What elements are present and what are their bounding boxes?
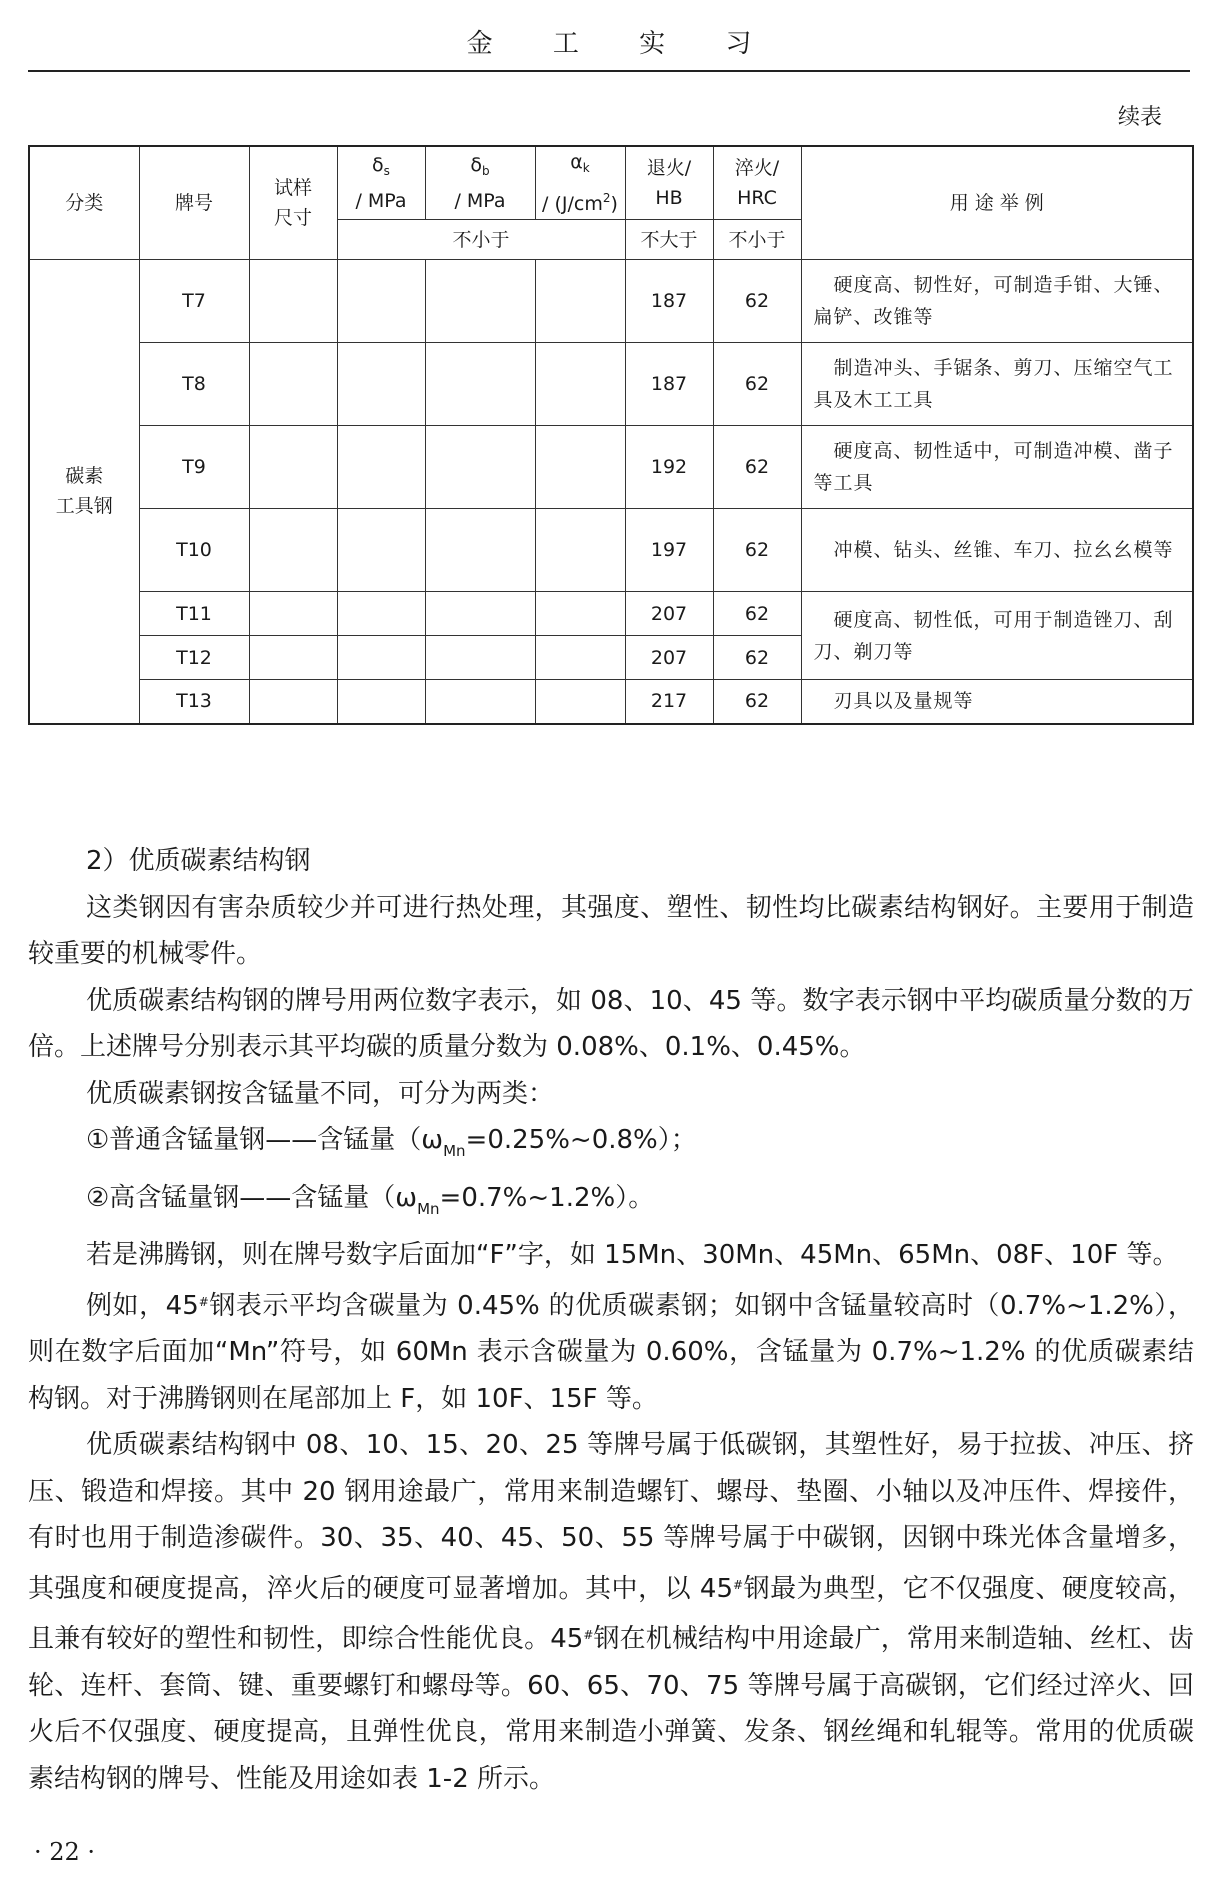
table-continued-label: 续表 xyxy=(1117,105,1162,130)
empty-cell xyxy=(425,260,535,343)
empty-cell xyxy=(425,509,535,592)
list-item-text: ②高含锰量钢——含锰量（ω xyxy=(86,1182,418,1213)
usage-cell: 制造冲头、手锯条、剪刀、压缩空气工具及木工工具 xyxy=(801,343,1193,426)
delta-b-unit: / MPa xyxy=(454,190,506,212)
header-alpha-k xyxy=(535,146,625,220)
hrc-cell: 62 xyxy=(713,509,801,592)
empty-cell xyxy=(337,680,425,724)
empty-cell xyxy=(425,592,535,636)
empty-cell xyxy=(337,509,425,592)
hash-superscript: # xyxy=(733,1577,744,1592)
alpha-k-subscript: k xyxy=(582,161,590,175)
running-header xyxy=(28,18,1190,72)
alpha-k-superscript: 2 xyxy=(602,191,611,205)
paragraph-text: 例如，45 xyxy=(86,1290,199,1321)
list-item-text: =0.7%~1.2%）。 xyxy=(439,1182,655,1213)
paragraph-text: 钢最为典型，它不仅强度、硬度较高，且兼有较好的塑性和韧性，即综合性能优良。45 xyxy=(28,1573,1194,1654)
usage-cell: 硬度高、韧性适中，可制造冲模、凿子等工具 xyxy=(801,426,1193,509)
header-quench-hrc: 淬火/ HRC xyxy=(713,146,801,220)
hash-superscript: # xyxy=(583,1628,594,1642)
hb-cell: 192 xyxy=(625,426,713,509)
header-grade: 牌号 xyxy=(139,146,249,260)
list-item-text: ①普通含锰量钢——含锰量（ω xyxy=(86,1125,444,1155)
empty-cell xyxy=(425,426,535,509)
alpha-k-close: ) xyxy=(610,193,618,215)
body-text xyxy=(28,838,1194,1802)
empty-cell xyxy=(249,426,337,509)
paragraph-text: 优质碳素结构钢中 08、10、15、20、25 等牌号属于低碳钢，其塑性好，易于拉拔、冲压、挤压、锻造和焊接。其中 20 钢用途最广，常用来制造螺钉、螺母、垫圈、小轴以及冲压件、焊接件，有时也用于制造渗碳件。30、35、40、45、50、55 等牌号属于中碳钢，因钢中珠光体含量增多，其强度和硬度提高，淬火后的硬度可显著增加。其中，以 45 xyxy=(28,1430,1194,1604)
paragraph: 优质碳素钢按含锰量不同，可分为两类： xyxy=(86,1078,555,1109)
empty-cell xyxy=(425,680,535,724)
header-usage: 用 途 举 例 xyxy=(801,146,1193,260)
empty-cell xyxy=(535,509,625,592)
mn-subscript: Mn xyxy=(417,1199,440,1218)
hb-cell: 187 xyxy=(625,260,713,343)
hrc-cell: 62 xyxy=(713,343,801,426)
hrc-cell: 62 xyxy=(713,680,801,724)
table-row xyxy=(29,680,1193,724)
paragraph-text: 钢在机械结构中用途最广，常用来制造轴、丝杠、齿轮、连杆、套筒、键、重要螺钉和螺母等。60、65、70、75 等牌号属于高碳钢，它们经过淬火、回火后不仅强度、硬度提高，且弹性优良，常用来制造小弹簧、发条、钢丝绳和轧辊等。常用的优质碳素结构钢的牌号、性能及用途如表 1-2 所示。 xyxy=(28,1624,1194,1794)
list-item xyxy=(28,1117,1194,1175)
delta-s-subscript: s xyxy=(383,164,390,178)
usage-cell: 刃具以及量规等 xyxy=(801,680,1193,724)
alpha-k-symbol: α xyxy=(570,151,583,173)
empty-cell xyxy=(249,636,337,680)
grade-cell: T11 xyxy=(139,592,249,636)
running-header-title: 金 工 实 习 xyxy=(466,29,778,59)
paragraph: 这类钢因有害杂质较少并可进行热处理，其强度、塑性、韧性均比碳素结构钢好。主要用于制造较重要的机械零件。 xyxy=(28,892,1194,969)
table-row xyxy=(29,343,1193,426)
empty-cell xyxy=(425,636,535,680)
hash-superscript: # xyxy=(198,1294,209,1309)
section-heading: 2）优质碳素结构钢 xyxy=(86,846,311,876)
empty-cell xyxy=(425,343,535,426)
hb-cell: 207 xyxy=(625,592,713,636)
empty-cell xyxy=(535,592,625,636)
hrc-cell: 62 xyxy=(713,426,801,509)
grade-cell: T8 xyxy=(139,343,249,426)
delta-b-subscript: b xyxy=(482,164,490,178)
table-row xyxy=(29,426,1193,509)
grade-cell: T7 xyxy=(139,260,249,343)
header-not-more-than: 不大于 xyxy=(625,220,713,260)
hrc-cell: 62 xyxy=(713,592,801,636)
delta-s-symbol: δ xyxy=(372,154,384,176)
alpha-k-unit: / (J/cm xyxy=(542,193,603,215)
empty-cell xyxy=(535,636,625,680)
hrc-cell: 62 xyxy=(713,260,801,343)
header-delta-s xyxy=(337,146,425,220)
page-number: · 22 · xyxy=(34,1838,96,1866)
header-sample-size: 试样 尺寸 xyxy=(249,146,337,260)
paragraph: 若是沸腾钢，则在牌号数字后面加“F”字，如 15Mn、30Mn、45Mn、65Mn、08F、10F 等。 xyxy=(86,1240,1179,1270)
header-anneal-hb: 退火/ HB xyxy=(625,146,713,220)
header-delta-b xyxy=(425,146,535,220)
hb-cell: 197 xyxy=(625,509,713,592)
empty-cell xyxy=(249,509,337,592)
hb-cell: 217 xyxy=(625,680,713,724)
hb-cell: 207 xyxy=(625,636,713,680)
header-category: 分类 xyxy=(29,146,139,260)
grade-cell: T13 xyxy=(139,680,249,724)
empty-cell xyxy=(249,680,337,724)
paragraph xyxy=(28,1279,1194,1423)
table-row xyxy=(29,260,1193,343)
empty-cell xyxy=(535,260,625,343)
empty-cell xyxy=(249,260,337,343)
grade-cell: T10 xyxy=(139,509,249,592)
empty-cell xyxy=(535,680,625,724)
table-row xyxy=(29,509,1193,592)
grade-cell: T12 xyxy=(139,636,249,680)
table-row xyxy=(29,592,1193,636)
paragraph-text: 钢表示平均含碳量为 0.45% 的优质碳素钢；如钢中含锰量较高时（0.7%~1.2%），则在数字后面加“Mn”符号，如 60Mn 表示含碳量为 0.60%，含锰量为 0.7%~1.2% 的优质碳素结构钢。对于沸腾钢则在尾部加上 F，如 10F、15F 等。 xyxy=(28,1290,1194,1414)
usage-cell: 硬度高、韧性好，可制造手钳、大锤、扁铲、改锥等 xyxy=(801,260,1193,343)
empty-cell xyxy=(535,343,625,426)
grade-cell: T9 xyxy=(139,426,249,509)
mn-subscript: Mn xyxy=(443,1142,466,1160)
paragraph xyxy=(28,1422,1194,1802)
empty-cell xyxy=(337,426,425,509)
carbon-tool-steel-table xyxy=(28,145,1194,725)
delta-b-symbol: δ xyxy=(470,154,482,176)
delta-s-unit: / MPa xyxy=(355,190,407,212)
usage-cell: 硬度高、韧性低，可用于制造锉刀、刮刀、剃刀等 xyxy=(801,592,1193,680)
empty-cell xyxy=(249,592,337,636)
header-not-less-than: 不小于 xyxy=(337,220,625,260)
empty-cell xyxy=(337,592,425,636)
usage-cell: 冲模、钻头、丝锥、车刀、拉幺幺模等 xyxy=(801,509,1193,592)
empty-cell xyxy=(337,636,425,680)
hb-cell: 187 xyxy=(625,343,713,426)
category-cell: 碳素 工具钢 xyxy=(29,260,139,724)
paragraph: 优质碳素结构钢的牌号用两位数字表示，如 08、10、45 等。数字表示钢中平均碳质量分数的万倍。上述牌号分别表示其平均碳的质量分数为 0.08%、0.1%、0.45%。 xyxy=(28,985,1194,1062)
table-header-row xyxy=(29,146,1193,220)
list-item-text: =0.25%~0.8%）； xyxy=(465,1125,697,1155)
empty-cell xyxy=(535,426,625,509)
empty-cell xyxy=(337,260,425,343)
hrc-cell: 62 xyxy=(713,636,801,680)
header-not-less-than-2: 不小于 xyxy=(713,220,801,260)
list-item xyxy=(28,1175,1194,1233)
empty-cell xyxy=(337,343,425,426)
empty-cell xyxy=(249,343,337,426)
